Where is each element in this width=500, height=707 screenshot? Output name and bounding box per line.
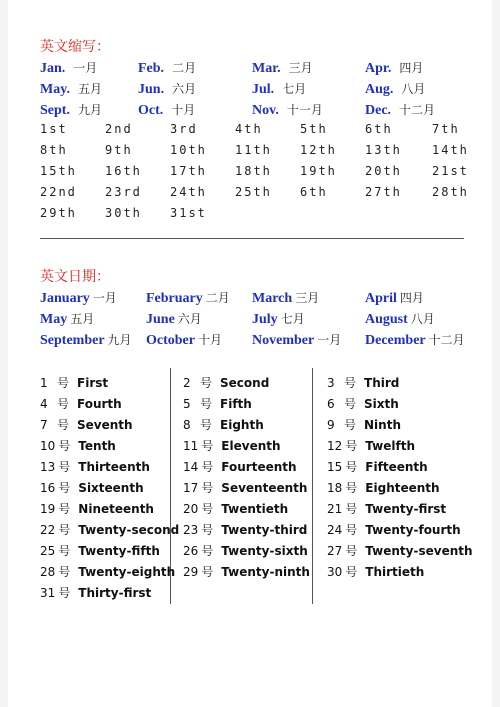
month-cell [146,289,230,307]
abbrev-month-cn: 十二月 [399,103,436,117]
day-ordinal-word: Twenty-second [78,523,180,537]
day-ordinal-word: Ninth [364,418,401,432]
month-en: February [146,291,203,306]
day-ordinal-word: Eighteenth [365,481,440,495]
abbrev-month-cn: 九月 [77,103,102,117]
day-number: 31 [40,586,56,600]
month-cell [252,331,341,349]
day-number: 9 [327,418,335,432]
dates-heading: 英文日期： [40,269,110,285]
month-en: March [252,291,293,306]
abbrev-month-cn: 五月 [77,82,102,96]
ordinal-abbrev: 6th [365,122,393,136]
day-ordinal-word: Fourth [77,397,122,411]
abbrev-month-cn: 二月 [172,61,197,75]
ordinal-abbrev: 9th [105,143,133,157]
ordinal-abbrev: 31st [170,206,207,220]
day-entry [40,563,175,580]
ordinal-abbrev: 12th [300,143,337,157]
month-cn: 十二月 [428,333,465,347]
ordinal-abbrev: 14th [432,143,469,157]
day-number: 20 [183,502,199,516]
day-entry [327,374,399,391]
month-en: September [40,333,105,348]
day-entry [183,521,307,538]
ordinal-abbrev: 30th [105,206,142,220]
day-entry [327,521,461,538]
day-ordinal-word: Twenty-first [365,502,447,516]
month-en: November [252,333,315,348]
abbrev-month-en: May. [40,82,70,97]
day-ordinal-word: Second [220,376,270,390]
day-suffix: 号 [57,418,70,432]
month-cell [40,331,132,349]
day-number: 27 [327,544,343,558]
day-suffix: 号 [58,565,71,579]
abbrev-month-cell [252,101,323,119]
ordinal-abbrev: 18th [235,164,272,178]
day-number: 15 [327,460,343,474]
day-entry [183,374,269,391]
abbreviation-heading: 英文缩写： [40,39,110,55]
day-suffix: 号 [201,460,214,474]
day-entry [40,521,179,538]
day-entry [327,500,446,517]
abbrev-month-en: Sept. [40,103,70,118]
abbrev-month-cell [365,59,423,77]
day-number: 17 [183,481,199,495]
ordinal-abbrev: 28th [432,185,469,199]
ordinal-abbrev: 15th [40,164,77,178]
ordinal-abbrev: 3rd [170,122,198,136]
day-ordinal-word: Fifth [220,397,252,411]
day-entry [183,395,252,412]
day-ordinal-word: Twenty-sixth [221,544,308,558]
abbrev-month-cell [40,59,97,77]
day-ordinal-word: Seventh [77,418,133,432]
month-cell [146,331,222,349]
day-entry [327,542,473,559]
day-number: 25 [40,544,56,558]
day-ordinal-word: Twenty-ninth [221,565,310,579]
day-ordinal-word: Twenty-fourth [365,523,461,537]
month-en: January [40,291,90,306]
month-cn: 七月 [280,312,305,326]
day-entry [40,437,116,454]
day-number: 21 [327,502,343,516]
day-suffix: 号 [58,481,71,495]
abbrev-month-cell [138,101,195,119]
day-entry [40,395,122,412]
month-cell [146,310,202,328]
day-ordinal-word: Twenty-seventh [365,544,473,558]
day-ordinal-word: First [77,376,109,390]
month-cell [40,289,117,307]
day-suffix: 号 [57,376,70,390]
day-suffix: 号 [201,502,214,516]
day-number: 5 [183,397,191,411]
abbrev-month-cn: 六月 [172,82,197,96]
day-number: 7 [40,418,48,432]
day-number: 24 [327,523,343,537]
day-entry [327,395,399,412]
abbrev-month-cn: 三月 [288,61,313,75]
day-number: 14 [183,460,199,474]
day-number: 28 [40,565,56,579]
abbrev-month-cell [252,80,306,98]
month-cn: 一月 [92,291,117,305]
day-number: 8 [183,418,191,432]
day-ordinal-word: Thirteenth [78,460,150,474]
ordinal-abbrev: 7th [432,122,460,136]
day-ordinal-word: Twenty-third [221,523,308,537]
day-suffix: 号 [344,376,357,390]
abbrev-month-en: Nov. [252,103,279,118]
month-cn: 九月 [107,333,132,347]
month-cn: 六月 [177,312,202,326]
day-number: 26 [183,544,199,558]
day-suffix: 号 [200,376,213,390]
abbrev-month-cell [138,59,196,77]
day-entry [183,563,310,580]
ordinal-abbrev: 5th [300,122,328,136]
ordinal-abbrev: 1st [40,122,68,136]
day-suffix: 号 [345,439,358,453]
month-en: June [146,312,175,327]
day-ordinal-word: Sixteenth [78,481,144,495]
day-suffix: 号 [344,418,357,432]
abbrev-month-cn: 四月 [399,61,424,75]
month-cell [252,289,319,307]
day-entry [327,563,424,580]
day-suffix: 号 [344,397,357,411]
day-number: 23 [183,523,199,537]
ordinal-abbrev: 17th [170,164,207,178]
day-ordinal-word: Third [364,376,400,390]
day-entry [183,458,297,475]
ordinal-abbrev: 2nd [105,122,133,136]
day-number: 1 [40,376,48,390]
month-cell [365,289,424,307]
day-number: 18 [327,481,343,495]
abbrev-month-en: Jun. [138,82,165,97]
ordinal-abbrev: 8th [40,143,68,157]
ordinal-abbrev: 6th [300,185,328,199]
ordinal-abbrev: 23rd [105,185,142,199]
day-entry [40,479,144,496]
abbrev-month-cell [252,59,313,77]
day-entry [327,479,440,496]
day-ordinal-word: Tenth [78,439,116,453]
month-cn: 八月 [410,312,435,326]
month-en: August [365,312,408,327]
day-ordinal-word: Eighth [220,418,264,432]
day-ordinal-word: Thirtieth [365,565,425,579]
day-ordinal-word: Eleventh [221,439,281,453]
ordinal-abbrev: 4th [235,122,263,136]
day-number: 13 [40,460,56,474]
day-number: 12 [327,439,343,453]
day-suffix: 号 [200,418,213,432]
day-suffix: 号 [345,544,358,558]
day-entry [40,416,133,433]
day-entry [40,584,151,601]
abbrev-month-cn: 十一月 [286,103,323,117]
day-entry [183,479,307,496]
day-entry [327,416,401,433]
month-en: October [146,333,195,348]
month-cn: 五月 [70,312,95,326]
month-cell [365,331,465,349]
day-suffix: 号 [201,523,214,537]
abbrev-month-cell [365,80,425,98]
day-suffix: 号 [201,481,214,495]
month-cn: 一月 [317,333,342,347]
day-suffix: 号 [201,565,214,579]
abbrev-month-en: Jul. [252,82,275,97]
ordinal-abbrev: 25th [235,185,272,199]
day-ordinal-word: Fourteenth [221,460,297,474]
day-number: 29 [183,565,199,579]
ordinal-abbrev: 16th [105,164,142,178]
abbrev-month-en: Dec. [365,103,392,118]
day-suffix: 号 [58,502,71,516]
day-suffix: 号 [58,460,71,474]
day-suffix: 号 [200,397,213,411]
month-cn: 四月 [399,291,424,305]
day-ordinal-word: Thirty-first [78,586,152,600]
day-entry [40,374,108,391]
month-en: July [252,312,278,327]
day-entry [327,458,428,475]
day-number: 4 [40,397,48,411]
abbrev-month-en: Feb. [138,61,165,76]
abbrev-month-cn: 十月 [171,103,196,117]
abbrev-month-cell [40,80,102,98]
day-number: 22 [40,523,56,537]
ordinal-abbrev: 20th [365,164,402,178]
day-suffix: 号 [345,481,358,495]
day-ordinal-word: Twelfth [365,439,416,453]
month-cell [252,310,305,328]
day-entry [327,437,415,454]
ordinal-abbrev: 11th [235,143,272,157]
day-number: 11 [183,439,199,453]
abbrev-month-en: Apr. [365,61,392,76]
day-ordinal-word: Fifteenth [365,460,428,474]
column-divider [312,368,313,604]
abbrev-month-cell [138,80,196,98]
abbrev-month-cn: 一月 [73,61,98,75]
day-number: 3 [327,376,335,390]
day-suffix: 号 [57,397,70,411]
ordinal-abbrev: 19th [300,164,337,178]
day-number: 6 [327,397,335,411]
ordinal-abbrev: 22nd [40,185,77,199]
ordinal-abbrev: 29th [40,206,77,220]
day-number: 19 [40,502,56,516]
day-ordinal-word: Nineteenth [78,502,154,516]
abbrev-month-cell [365,101,435,119]
day-ordinal-word: Twentieth [221,502,289,516]
day-entry [40,542,160,559]
day-entry [183,542,308,559]
day-entry [40,500,154,517]
abbrev-month-cn: 八月 [401,82,426,96]
ordinal-abbrev: 21st [432,164,469,178]
ordinal-abbrev: 10th [170,143,207,157]
day-suffix: 号 [345,523,358,537]
day-ordinal-word: Twenty-eighth [78,565,176,579]
abbrev-month-en: Mar. [252,61,281,76]
day-suffix: 号 [345,565,358,579]
month-en: May [40,312,68,327]
month-cell [365,310,435,328]
document-page [8,0,492,707]
day-suffix: 号 [345,460,358,474]
month-cn: 十月 [197,333,222,347]
day-suffix: 号 [201,544,214,558]
ordinal-abbrev: 27th [365,185,402,199]
month-en: December [365,333,426,348]
day-entry [183,500,288,517]
ordinal-abbrev: 24th [170,185,207,199]
day-entry [183,437,281,454]
day-number: 10 [40,439,56,453]
day-ordinal-word: Seventeenth [221,481,308,495]
day-suffix: 号 [58,523,71,537]
day-number: 16 [40,481,56,495]
day-entry [40,458,150,475]
day-number: 30 [327,565,343,579]
section-divider [40,238,464,239]
month-en: April [365,291,397,306]
ordinal-abbrev: 13th [365,143,402,157]
abbrev-month-cell [40,101,102,119]
day-suffix: 号 [345,502,358,516]
month-cn: 三月 [295,291,320,305]
day-suffix: 号 [201,439,214,453]
day-suffix: 号 [58,586,71,600]
day-entry [183,416,264,433]
abbrev-month-en: Aug. [365,82,394,97]
day-number: 2 [183,376,191,390]
day-suffix: 号 [58,439,71,453]
day-ordinal-word: Twenty-fifth [78,544,160,558]
month-cn: 二月 [205,291,230,305]
abbrev-month-cn: 七月 [282,82,307,96]
day-suffix: 号 [58,544,71,558]
abbrev-month-en: Oct. [138,103,164,118]
abbrev-month-en: Jan. [40,61,66,76]
day-ordinal-word: Sixth [364,397,399,411]
month-cell [40,310,94,328]
